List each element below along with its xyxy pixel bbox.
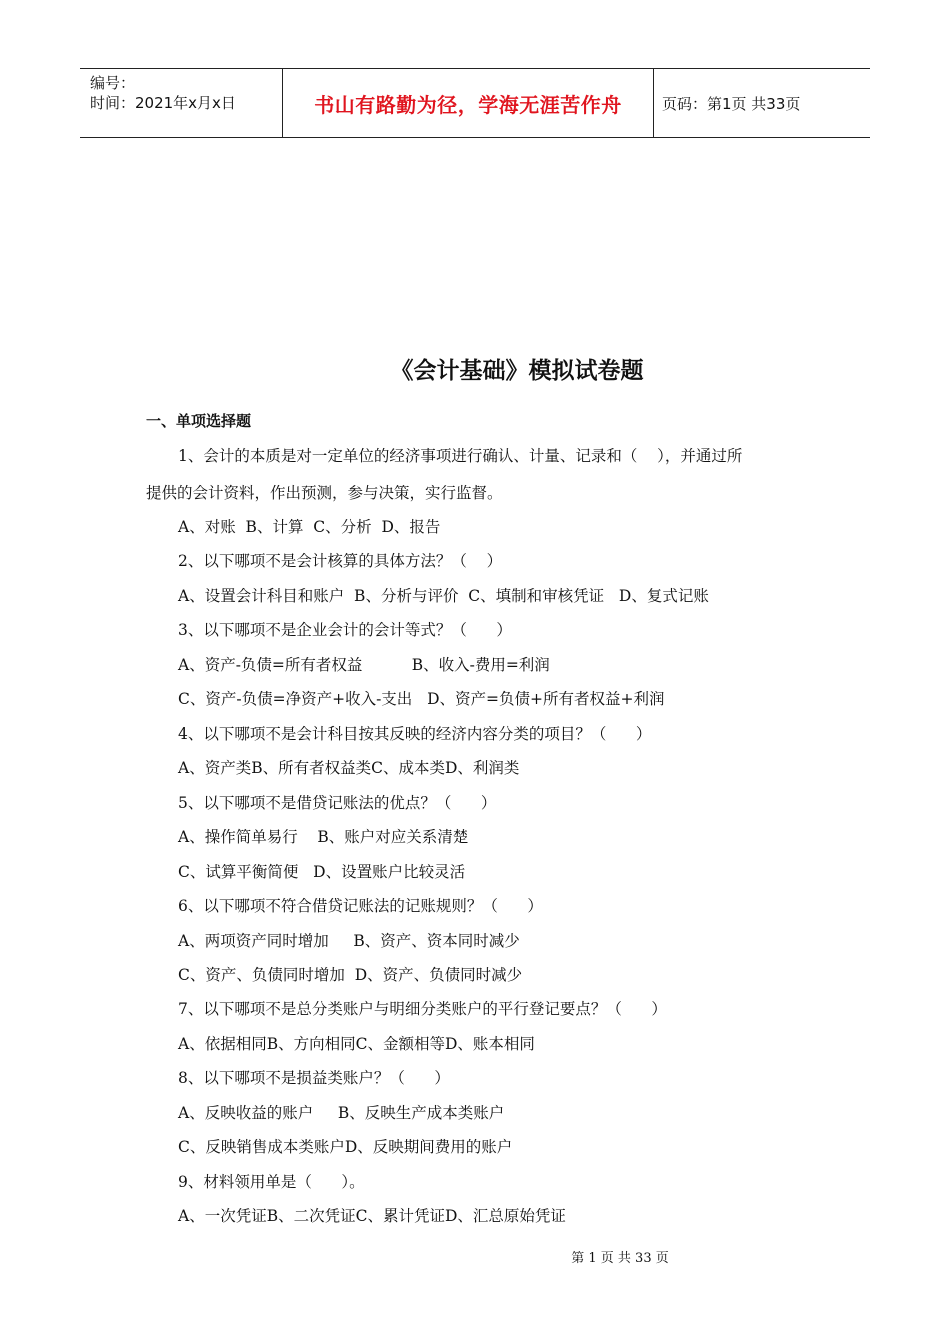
question-line: 1、会计的本质是对一定单位的经济事项进行确认、计量、记录和（ ），并通过所 — [178, 447, 743, 465]
option-line: A、资产-负债=所有者权益 B、收入-费用=利润 — [178, 656, 550, 674]
question-line: 9、材料领用单是（ ）。 — [178, 1173, 365, 1191]
document-title-text: 《会计基础》模拟试卷题 — [390, 358, 644, 384]
option-line: A、资产类B、所有者权益类C、成本类D、利润类 — [178, 759, 520, 777]
option-line: A、操作简单易行 B、账户对应关系清楚 — [178, 828, 469, 846]
header-motto-cell — [282, 69, 654, 137]
option-line: C、资产、负债同时增加 D、资产、负债同时减少 — [178, 966, 523, 984]
question-line: 6、以下哪项不符合借贷记账法的记账规则？（ ） — [178, 897, 543, 915]
header-page-info: 页码：第1页 共33页 — [662, 94, 801, 113]
section-heading: 一、单项选择题 — [146, 412, 252, 430]
question-line: 5、以下哪项不是借贷记账法的优点？（ ） — [178, 794, 497, 812]
header-motto: 书山有路勤为径，学海无涯苦作舟 — [314, 92, 622, 117]
page-footer — [0, 1247, 950, 1266]
page-header — [80, 68, 870, 138]
document-title — [0, 352, 950, 385]
option-line: A、设置会计科目和账户 B、分析与评价 C、填制和审核凭证 D、复式记账 — [178, 587, 709, 605]
option-line: C、资产-负债=净资产+收入-支出 D、资产=负债+所有者权益+利润 — [178, 690, 665, 708]
question-line: 3、以下哪项不是企业会计的会计等式？（ ） — [178, 621, 512, 639]
question-line: 2、以下哪项不是会计核算的具体方法？（ ） — [178, 552, 503, 570]
code-label: 编号： — [90, 74, 136, 92]
page-number: 第 1 页 共 33 页 — [571, 1251, 669, 1266]
header-meta — [80, 69, 282, 137]
option-line: C、试算平衡简便 D、设置账户比较灵活 — [178, 863, 466, 881]
question-line: 提供的会计资料，作出预测，参与决策，实行监督。 — [146, 484, 503, 502]
option-line: A、两项资产同时增加 B、资产、资本同时减少 — [178, 932, 520, 950]
option-line: A、依据相同B、方向相同C、金额相等D、账本相同 — [178, 1035, 535, 1053]
option-line: A、一次凭证B、二次凭证C、累计凭证D、汇总原始凭证 — [178, 1207, 566, 1225]
option-line: A、对账 B、计算 C、分析 D、报告 — [178, 518, 441, 536]
option-line: A、反映收益的账户 B、反映生产成本类账户 — [178, 1104, 505, 1122]
question-line: 8、以下哪项不是损益类账户？（ ） — [178, 1069, 450, 1087]
question-line: 7、以下哪项不是总分类账户与明细分类账户的平行登记要点？（ ） — [178, 1000, 667, 1018]
date-label: 时间：2021年x月x日 — [90, 94, 236, 112]
option-line: C、反映销售成本类账户D、反映期间费用的账户 — [178, 1138, 513, 1156]
question-line: 4、以下哪项不是会计科目按其反映的经济内容分类的项目？（ ） — [178, 725, 652, 743]
